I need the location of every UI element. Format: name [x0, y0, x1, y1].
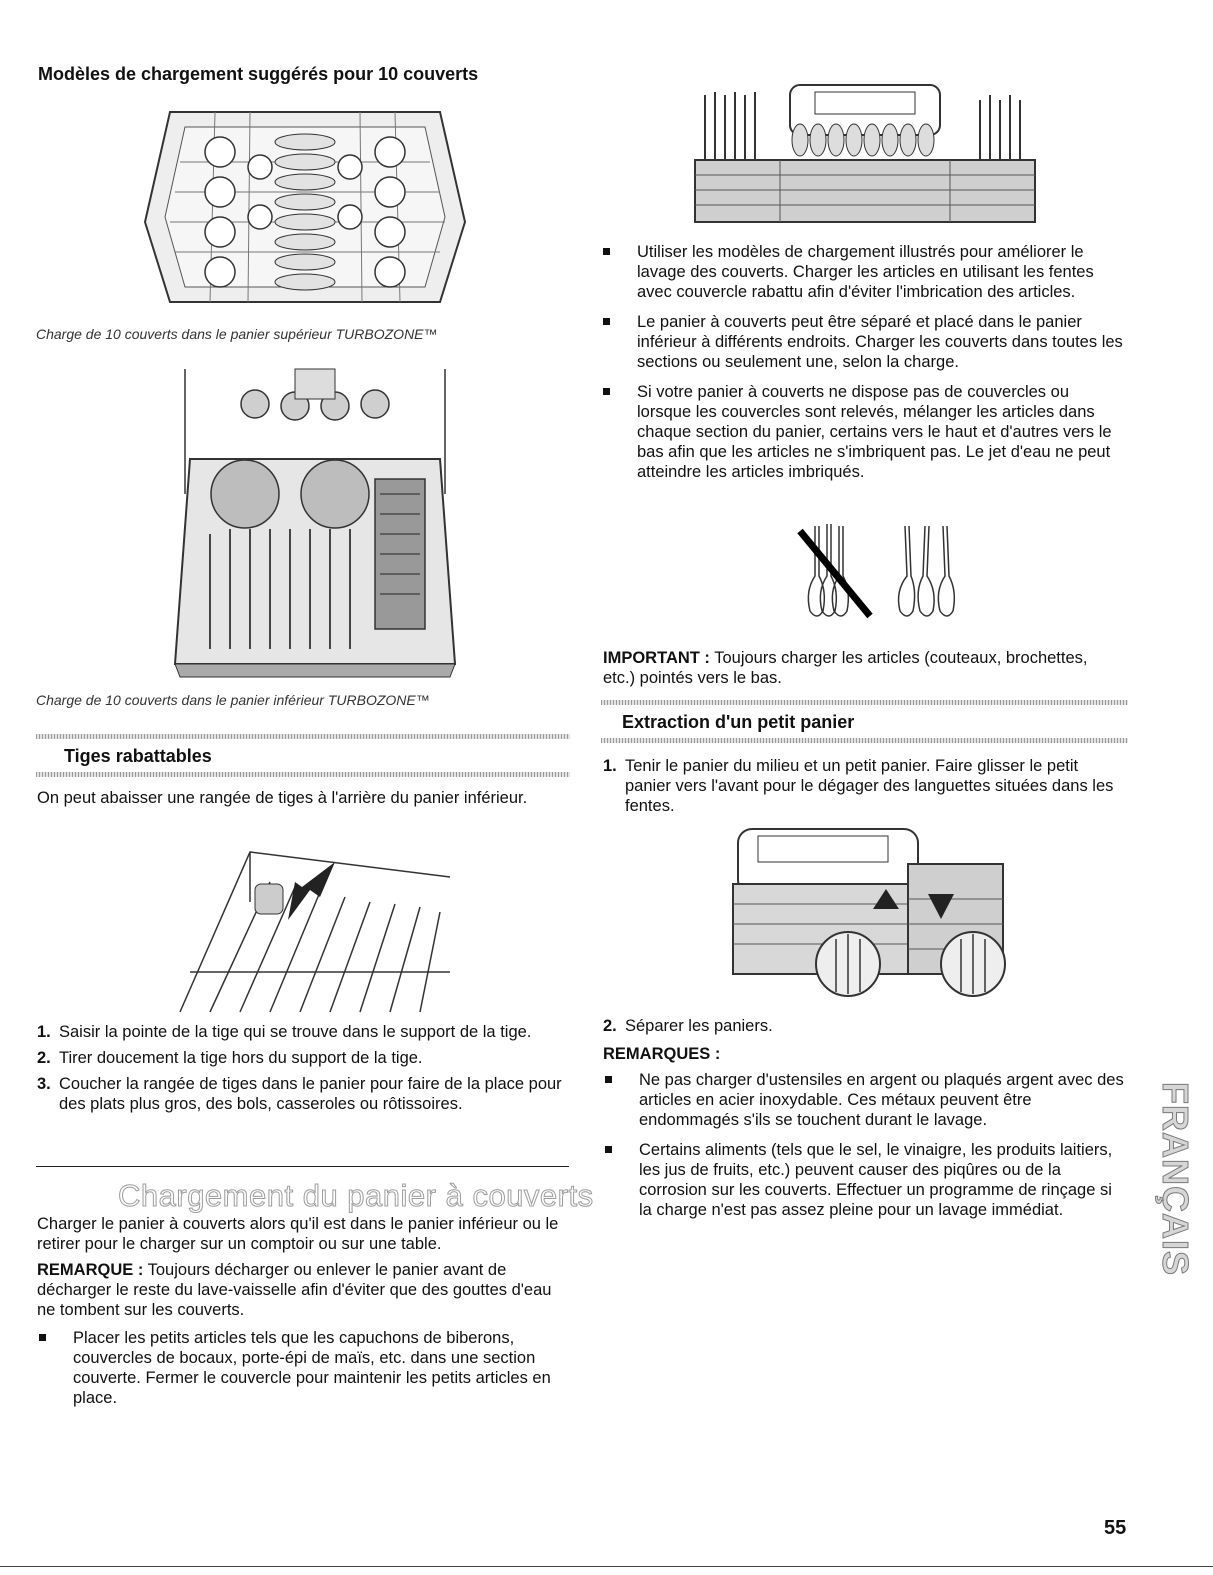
step-number: 2.: [603, 1017, 617, 1035]
extraction-step: [603, 756, 1123, 816]
loading-para: Charger le panier à couverts alors qu'il est dans le panier inférieur ou le retirer pour le charger sur un comptoir ou sur une table.: [37, 1215, 559, 1253]
divider-hatch: [601, 700, 1128, 705]
section-title: Modèles de chargement suggérés pour 10 couverts: [38, 64, 479, 84]
tines-intro: [37, 788, 537, 808]
silverware-basket-illustration: [690, 80, 1040, 240]
bottom-rule: [0, 1566, 1213, 1567]
loading-bullet: Placer les petits articles tels que les capuchons de biberons, couvercles de bocaux, porte-épi de maïs, etc. dans une section couverte. Fermer le couvercle pour maintenir les petits articles en place.: [37, 1328, 567, 1408]
step-text: Tenir le panier du milieu et un petit panier. Faire glisser le petit panier vers l'avant pour le dégager des languettes situées dans les fentes.: [625, 757, 1114, 815]
remark-bullet: Ne pas charger d'ustensiles en argent ou plaqués argent avec des articles en acier inoxydable. Ces métaux peuvent être endommagés s'ils se touchent durant le lavage.: [603, 1070, 1129, 1130]
caption-upper-rack: Charge de 10 couverts dans le panier supérieur TURBOZONE™: [36, 326, 438, 342]
divider-hatch: [36, 772, 570, 777]
fold-down-tines-illustration: [170, 842, 460, 1017]
language-side-tab: FRANÇAIS: [1155, 1082, 1196, 1276]
extraction-step1: [603, 756, 1123, 822]
important-text: Toujours charger les articles (couteaux, brochettes, etc.) pointés vers le bas.: [603, 649, 1088, 687]
separate-baskets-illustration: [728, 824, 1018, 1004]
basket-bullets: [601, 242, 1127, 492]
remark-text: Toujours décharger ou enlever le panier avant de décharger le reste du lave-vaisselle afin d'éviter que des gouttes d'eau ne tombent sur les couverts.: [37, 1261, 552, 1319]
important-label: IMPORTANT :: [603, 649, 710, 667]
tines-intro-text: On peut abaisser une rangée de tiges à l'arrière du panier inférieur.: [37, 789, 528, 807]
loading-body: [37, 1214, 567, 1418]
lower-rack-illustration: [170, 364, 460, 679]
step-number: 3.: [37, 1075, 51, 1093]
basket-bullet: Si votre panier à couverts ne dispose pas de couvercles ou lorsque les couvercles sont relevés, mélanger les articles dans chaque section du panier, certains vers le haut et d'autres vers le bas afin que les articles ne s'imbriquent pas. Le jet d'eau ne peut atteindre les articles imbriqués.: [601, 382, 1127, 482]
step-number: 1.: [37, 1023, 51, 1041]
divider-hatch: [601, 738, 1128, 743]
tines-steps: [37, 1022, 562, 1120]
extraction-step2: [603, 1016, 1123, 1042]
step-number: 2.: [37, 1049, 51, 1067]
basket-bullet: Le panier à couverts peut être séparé et placé dans le panier inférieur à différents endroits. Charger les couverts dans toutes les sections ou seulement une, selon la charge.: [601, 312, 1127, 372]
caption-lower-rack: Charge de 10 couverts dans le panier inférieur TURBOZONE™: [36, 692, 430, 708]
step-number: 1.: [603, 757, 617, 775]
page-number: 55: [1104, 1517, 1127, 1539]
step-text: Coucher la rangée de tiges dans le panier pour faire de la place pour des plats plus gros, des bols, casseroles ou rôtissoires.: [59, 1075, 562, 1113]
step-text: Séparer les paniers.: [625, 1017, 773, 1035]
remark-bullet: Certains aliments (tels que le sel, le vinaigre, les produits laitiers, les jus de fruits, etc.) peuvent causer des piqûres ou de la corrosion sur les couverts. Effectuer un programme de rinçage si la charge n'est pas assez pleine pour un lavage immédiat.: [603, 1140, 1129, 1220]
divider-hatch: [36, 734, 570, 739]
tines-step: [37, 1074, 562, 1114]
section-rule: [36, 1166, 569, 1167]
step-text: Tirer doucement la tige hors du support de la tige.: [59, 1049, 423, 1067]
tines-heading: Tiges rabattables: [64, 746, 212, 766]
important-note: [603, 648, 1123, 688]
upper-rack-illustration: [140, 92, 470, 322]
loading-heading: Chargement du panier à couverts: [118, 1178, 594, 1213]
remarks-label: REMARQUES :: [603, 1045, 721, 1063]
basket-bullet: Utiliser les modèles de chargement illustrés pour améliorer le lavage des couverts. Charger les articles en utilisant les fentes avec couvercle rabattu afin d'éviter l'imbrication des articles.: [601, 242, 1127, 302]
step-text: Saisir la pointe de la tige qui se trouve dans le support de la tige.: [59, 1023, 532, 1041]
remarks: [603, 1044, 1129, 1230]
tines-step: [37, 1048, 562, 1068]
loading-remark: [37, 1260, 567, 1320]
remark-label: REMARQUE :: [37, 1261, 144, 1279]
nested-utensils-illustration: [785, 516, 965, 626]
tines-step: [37, 1022, 562, 1042]
extraction-step: [603, 1016, 1123, 1036]
extraction-heading: Extraction d'un petit panier: [622, 712, 855, 732]
